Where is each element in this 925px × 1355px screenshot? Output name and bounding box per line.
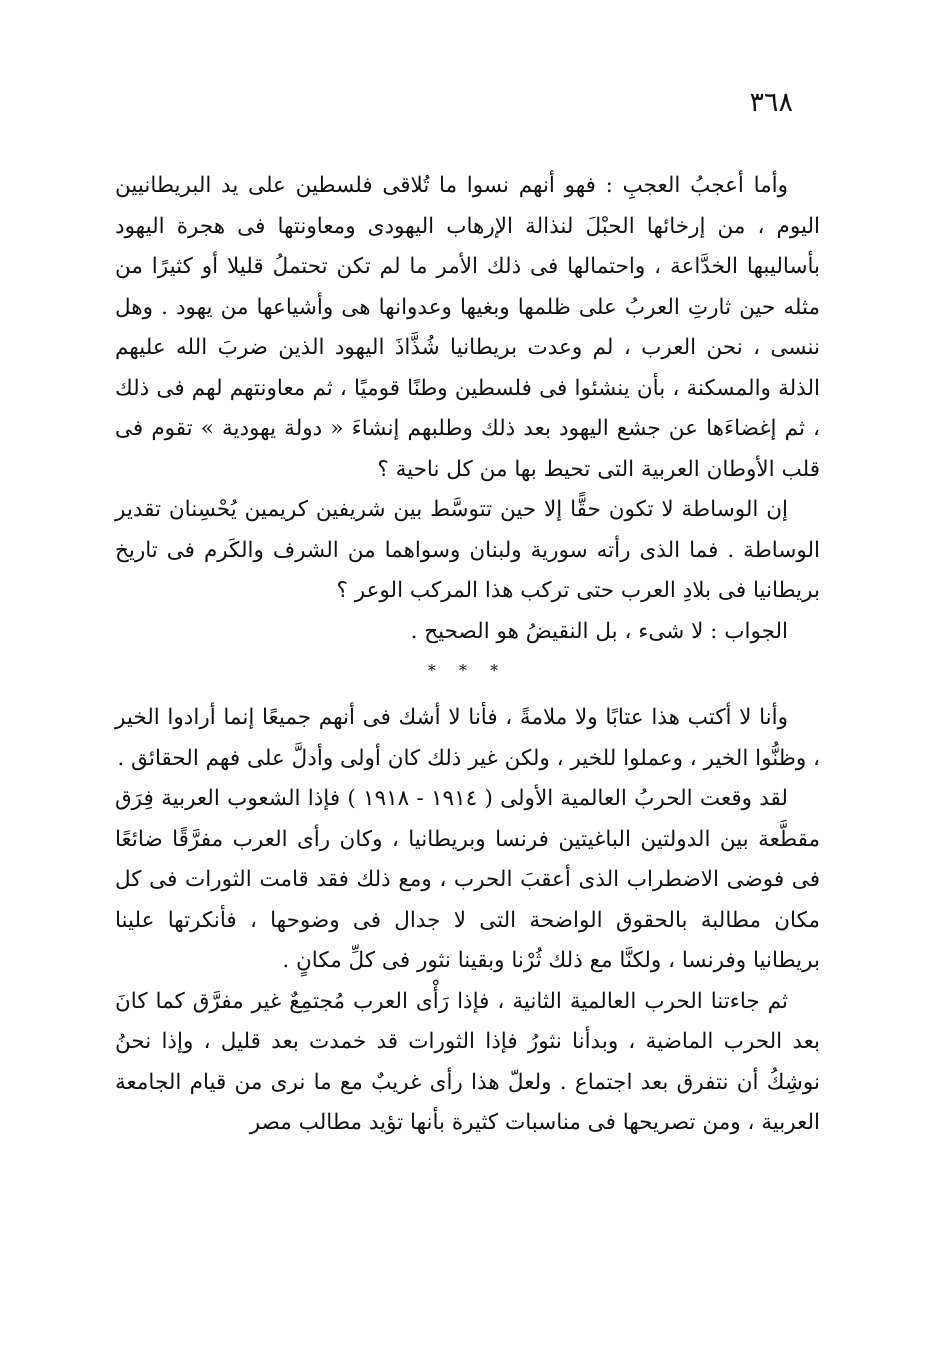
paragraph-4: وأنا لا أكتب هذا عتابًا ولا ملامةً ، فأنا لا أشك فى أنهم جميعًا إنما أرادوا الخير ، وظنُّوا الخير ، وعملوا للخير ، ولكن غير ذلك كان أولى وأدلَّ على فهم الحقائق . xyxy=(115,705,820,771)
paragraph-6: ثم جاءتنا الحرب العالمية الثانية ، فإذا رَأْى العرب مُجتمِعٌ غير مفرَّق كما كانَ بعد الحرب الماضية ، وبدأنا نثورُ فإذا الثورات قد خمدت بعد قليل ، وإذا نحنُ نوشِكُ أن نتفرق بعد اجتماع . ولعلّ هذا رأى غريبٌ مع ما نرى من قيام الجامعة العربية ، ومن تصريحها فى مناسبات كثيرة بأنها تؤيد مطالب مصر xyxy=(115,988,820,1135)
paragraph-3: الجواب : لا شىء ، بل النقيضُ هو الصحيح . xyxy=(410,618,788,644)
paragraph-2: إن الوساطة لا تكون حقًّا إلا حين تتوسَّط بين شريفين كريمين يُحْسِنان تقدير الوساطة . فما الذى رأته سورية ولبنان وسواهما من الشرف والكَرم فى تاريخ بريطانيا فى بلادِ العرب حتى تركب هذا المركب الوعر ؟ xyxy=(115,497,820,603)
section-separator: * * * xyxy=(427,661,508,680)
paragraph-1: وأما أعجبُ العجبِ : فهو أنهم نسوا ما تُلاقى فلسطين على يد البريطانيين اليوم ، من إرخائها الحبْلَ لنذالة الإرهاب اليهودى ومعاونتها فى هجرة اليهود بأساليبها الخدَّاعة ، واحتمالها فى ذلك الأمر ما لم تكن تحتملُ قليلا أو كثيرًا من مثله حين ثارتِ العربُ على ظلمها وبغيها وعدوانها هى وأشياعها من يهود . وهل ننسى ، نحن العرب ، لم وعدت بريطانيا شُذَّاذَ اليهود الذين ضربَ الله عليهم الذلة والمسكنة ، بأن ينشئوا فى فلسطين وطنًا قوميًا ، ثم معاونتهم لهم فى ذلك ، ثم إغضاءَها عن جشع اليهود بعد ذلك وطلبهم إنشاءَ « دولة يهودية » تقوم فى قلب الأوطان العربية التى تحيط بها من كل ناحية ؟ xyxy=(115,173,820,482)
page-body xyxy=(115,166,820,1144)
paragraph-5: لقد وقعت الحربُ العالمية الأولى ( ١٩١٤ - ١٩١٨ ) فإذا الشعوب العربية فِرَق مقطَّعة بين الدولتين الباغيتين فرنسا وبريطانيا ، وكان رأى العرب مفرَّقًا ضائعًا فى فوضى الاضطراب الذى أعقبَ الحرب ، ومع ذلك فقد قامت الثورات فى كل مكان مطالبة بالحقوق الواضحة التى لا جدال فى وضوحها ، فأنكرتها علينا بريطانيا وفرنسا ، ولكنَّا مع ذلك ثُرْنا وبقينا نثور فى كلِّ مكانٍ . xyxy=(115,786,820,973)
page-number: ٣٦٨ xyxy=(749,87,793,118)
